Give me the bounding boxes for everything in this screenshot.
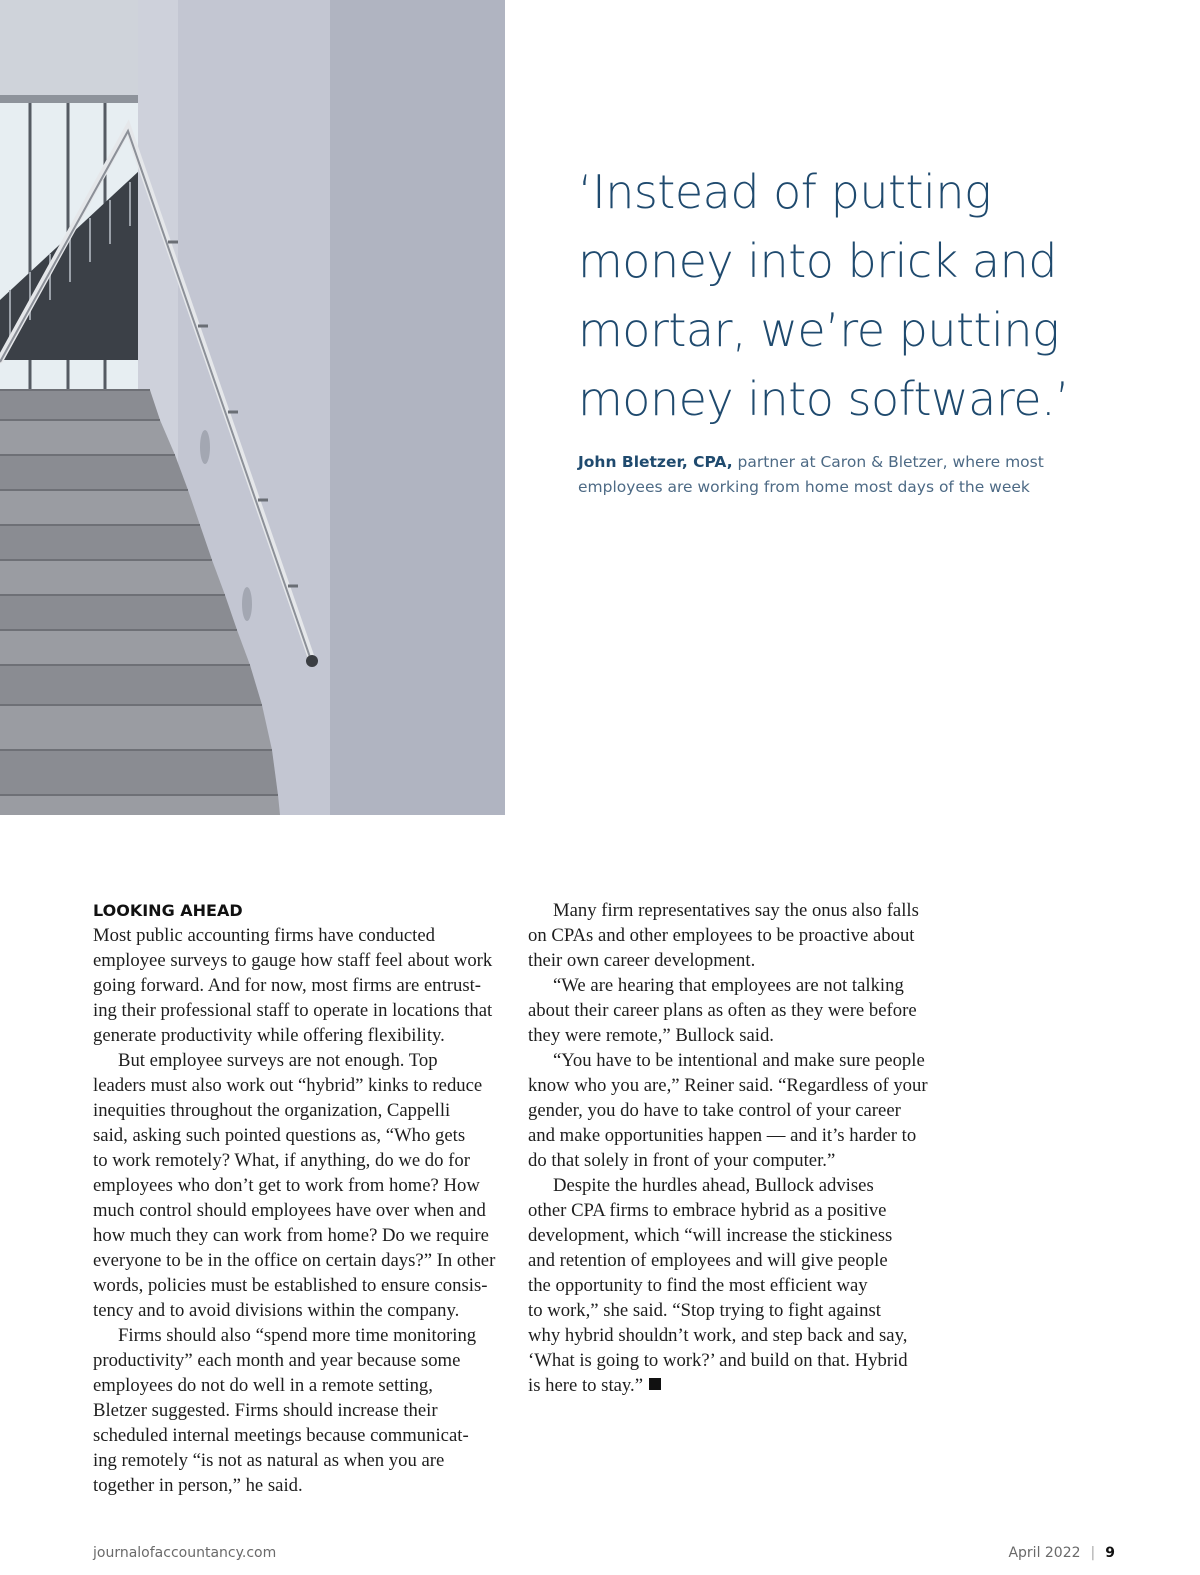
body-line: about their career plans as often as they were before — [528, 1000, 917, 1021]
staircase-illustration — [0, 0, 505, 815]
body-line: why hybrid shouldn’t work, and step back and say, — [528, 1325, 908, 1346]
body-line: together in person,” he said. — [93, 1475, 303, 1496]
body-line: ing remotely “is not as natural as when you are — [93, 1450, 445, 1471]
body-line: Bletzer suggested. Firms should increase their — [93, 1400, 438, 1421]
body-line: tency and to avoid divisions within the company. — [93, 1300, 460, 1321]
body-line-last — [528, 1373, 948, 1398]
page-number: 9 — [1105, 1545, 1115, 1561]
body-line: everyone to be in the office on certain days?” In other — [93, 1250, 496, 1271]
body-line: words, policies must be established to ensure consis- — [93, 1275, 488, 1296]
body-line-text: is here to stay.” — [528, 1375, 644, 1396]
body-line: and retention of employees and will give people — [528, 1250, 888, 1271]
body-line: development, which “will increase the stickiness — [528, 1225, 893, 1246]
body-line: to work,” she said. “Stop trying to fight against — [528, 1300, 881, 1321]
pull-quote-line: money into software.’ — [578, 372, 1070, 426]
body-line: how much they can work from home? Do we require — [93, 1225, 489, 1246]
body-line: employee surveys to gauge how staff feel about work — [93, 950, 493, 971]
body-line: their own career development. — [528, 950, 756, 971]
body-line: productivity” each month and year because some — [93, 1350, 461, 1371]
footer-issue-info — [1008, 1545, 1115, 1561]
article-column-left — [93, 898, 513, 1498]
body-line: leaders must also work out “hybrid” kinks to reduce — [93, 1075, 483, 1096]
attribution-role: partner at Caron & Bletzer, where most — [732, 453, 1044, 471]
body-line: they were remote,” Bullock said. — [528, 1025, 774, 1046]
article-column-right — [528, 898, 948, 1398]
pull-quote — [578, 158, 1138, 434]
pull-quote-attribution — [578, 450, 1048, 500]
body-line: But employee surveys are not enough. Top — [118, 1050, 438, 1071]
body-line: the opportunity to find the most efficient way — [528, 1275, 868, 1296]
body-line: on CPAs and other employees to be proactive about — [528, 925, 915, 946]
end-mark-icon — [649, 1378, 661, 1390]
body-line: know who you are,” Reiner said. “Regardless of your — [528, 1075, 928, 1096]
body-line: do that solely in front of your computer.” — [528, 1150, 836, 1171]
section-heading: LOOKING AHEAD — [93, 901, 243, 920]
attribution-name: John Bletzer, CPA, — [578, 453, 733, 471]
body-line: Despite the hurdles ahead, Bullock advises — [553, 1175, 874, 1196]
pull-quote-line: ‘Instead of putting — [578, 165, 992, 219]
body-line: much control should employees have over when and — [93, 1200, 486, 1221]
attribution-context: employees are working from home most days of the week — [578, 478, 1030, 496]
footer-separator: | — [1090, 1545, 1096, 1561]
pull-quote-line: money into brick and — [578, 234, 1057, 288]
issue-date: April 2022 — [1008, 1545, 1081, 1561]
body-line: going forward. And for now, most firms are entrust- — [93, 975, 482, 996]
pull-quote-line: mortar, we’re putting — [578, 303, 1060, 357]
body-line: ing their professional staff to operate in locations that — [93, 1000, 493, 1021]
body-line: Firms should also “spend more time monitoring — [118, 1325, 477, 1346]
body-line: ‘What is going to work?’ and build on that. Hybrid — [528, 1350, 908, 1371]
body-line: and make opportunities happen — and it’s harder to — [528, 1125, 917, 1146]
body-line: generate productivity while offering flexibility. — [93, 1025, 445, 1046]
footer-website: journalofaccountancy.com — [93, 1545, 277, 1561]
body-line: “You have to be intentional and make sure people — [553, 1050, 925, 1071]
body-line: “We are hearing that employees are not talking — [553, 975, 904, 996]
body-line: scheduled internal meetings because communicat- — [93, 1425, 469, 1446]
body-line: said, asking such pointed questions as, “Who gets — [93, 1125, 466, 1146]
body-line: Many firm representatives say the onus also falls — [553, 900, 919, 921]
body-line: employees do not do well in a remote setting, — [93, 1375, 433, 1396]
staircase-photo — [0, 0, 505, 815]
body-line: inequities throughout the organization, Cappelli — [93, 1100, 451, 1121]
body-line: to work remotely? What, if anything, do we do for — [93, 1150, 470, 1171]
body-line: Most public accounting firms have conducted — [93, 925, 435, 946]
body-line: employees who don’t get to work from home? How — [93, 1175, 480, 1196]
body-line: gender, you do have to take control of your career — [528, 1100, 901, 1121]
body-line: other CPA firms to embrace hybrid as a positive — [528, 1200, 887, 1221]
